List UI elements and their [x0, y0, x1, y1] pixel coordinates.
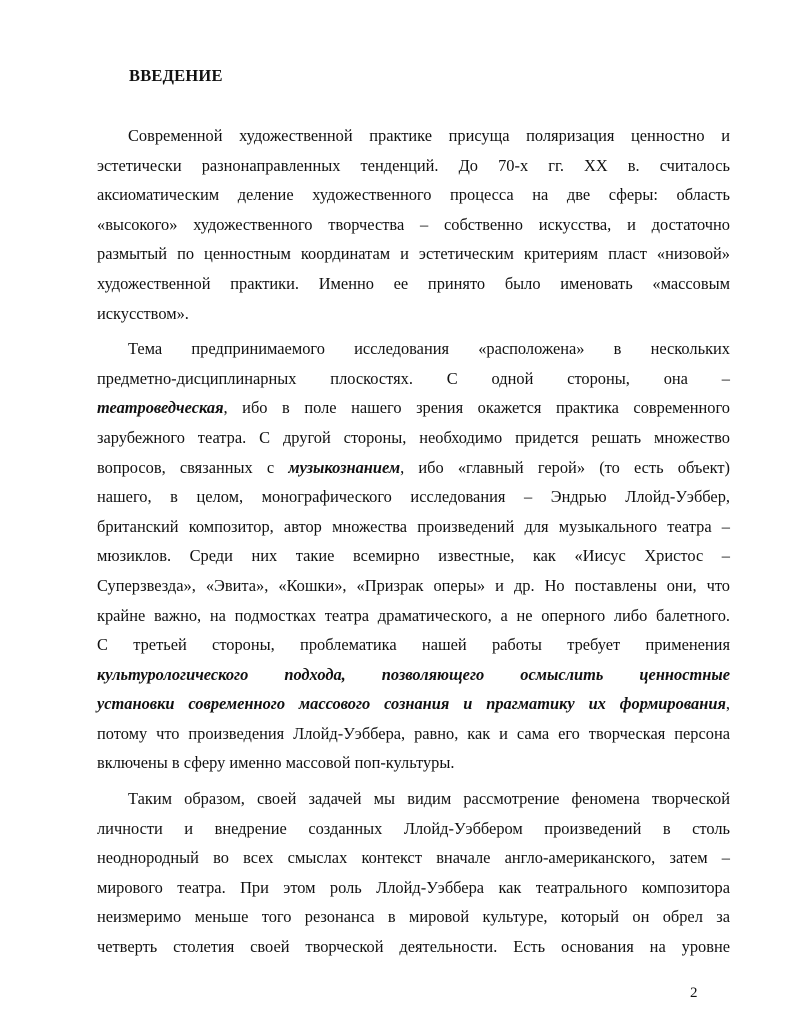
- section-heading: ВВЕДЕНИЕ: [129, 66, 223, 85]
- paragraph-3: [97, 784, 730, 962]
- text-line: включены в сферу именно массовой поп-культуры.: [97, 753, 455, 773]
- text-line: Суперзвезда», «Эвита», «Кошки», «Призрак оперы» и др. Но поставлены они, что: [97, 575, 730, 595]
- text-line: эстетически разнонаправленных тенденций. До 70-х гг. XX в. считалось: [97, 155, 730, 175]
- text-fragment: ,: [725, 694, 730, 714]
- emphasis-text: культурологического подхода, позволяющего осмыслить ценностные: [97, 664, 730, 684]
- text-line: предметно-дисциплинарных плоскостях. С одной стороны, она –: [97, 368, 730, 388]
- body-text: [97, 121, 730, 968]
- emphasis-text: театроведческая: [97, 398, 224, 418]
- paragraph-2: [97, 334, 730, 778]
- text-line: [97, 393, 730, 423]
- text-line: четверть столетия своей творческой деятельности. Есть основания на уровне: [97, 937, 730, 957]
- text-line: «высокого» художественного творчества – собственно искусства, и достаточно: [97, 214, 730, 234]
- text-line: [97, 453, 730, 483]
- text-line: Таким образом, своей задачей мы видим рассмотрение феномена творческой: [128, 789, 730, 809]
- text-fragment: , ибо «главный герой» (то есть объект): [400, 457, 731, 477]
- emphasis-text: установки современного массового сознания и прагматику их формирования: [97, 694, 726, 714]
- text-line: С третьей стороны, проблематика нашей работы требует применения: [97, 635, 730, 655]
- text-line: [97, 689, 730, 719]
- text-line: мирового театра. При этом роль Ллойд-Уэббера как театрального композитора: [97, 877, 730, 897]
- text-line: британский композитор, автор множества произведений для музыкального театра –: [97, 516, 730, 536]
- text-line: потому что произведения Ллойд-Уэббера, равно, как и сама его творческая персона: [97, 723, 730, 743]
- paragraph-1: [97, 121, 730, 328]
- text-line: нашего, в целом, монографического исследования – Эндрью Ллойд-Уэббер,: [97, 487, 730, 507]
- text-fragment: , ибо в поле нашего зрения окажется практика современного: [223, 398, 730, 418]
- text-line: крайне важно, на подмостках театра драматического, а не оперного либо балетного.: [97, 605, 730, 625]
- text-line: размытый по ценностным координатам и эстетическим критериям пласт «низовой»: [97, 244, 730, 264]
- page-number: 2: [690, 985, 698, 1001]
- text-line: неоднородный во всех смыслах контекст вначале англо-американского, затем –: [97, 848, 730, 868]
- text-line: Современной художественной практике присуща поляризация ценностно и: [128, 126, 730, 145]
- text-line: зарубежного театра. С другой стороны, необходимо придется решать множество: [97, 427, 730, 447]
- text-line: искусством».: [97, 303, 189, 323]
- emphasis-text: музыкознанием: [288, 457, 401, 477]
- text-line: художественной практики. Именно ее принято было именовать «массовым: [97, 273, 730, 293]
- text-fragment: вопросов, связанных с: [97, 457, 289, 477]
- text-line: неизмеримо меньше того резонанса в мировой культуре, который он обрел за: [97, 907, 730, 927]
- text-line: аксиоматическим деление художественного процесса на две сферы: область: [97, 185, 730, 205]
- text-line: личности и внедрение созданных Ллойд-Уэббером произведений в столь: [97, 818, 730, 838]
- text-line: мюзиклов. Среди них такие всемирно известные, как «Иисус Христос –: [97, 546, 730, 566]
- text-line: Тема предпринимаемого исследования «расположена» в нескольких: [128, 339, 730, 359]
